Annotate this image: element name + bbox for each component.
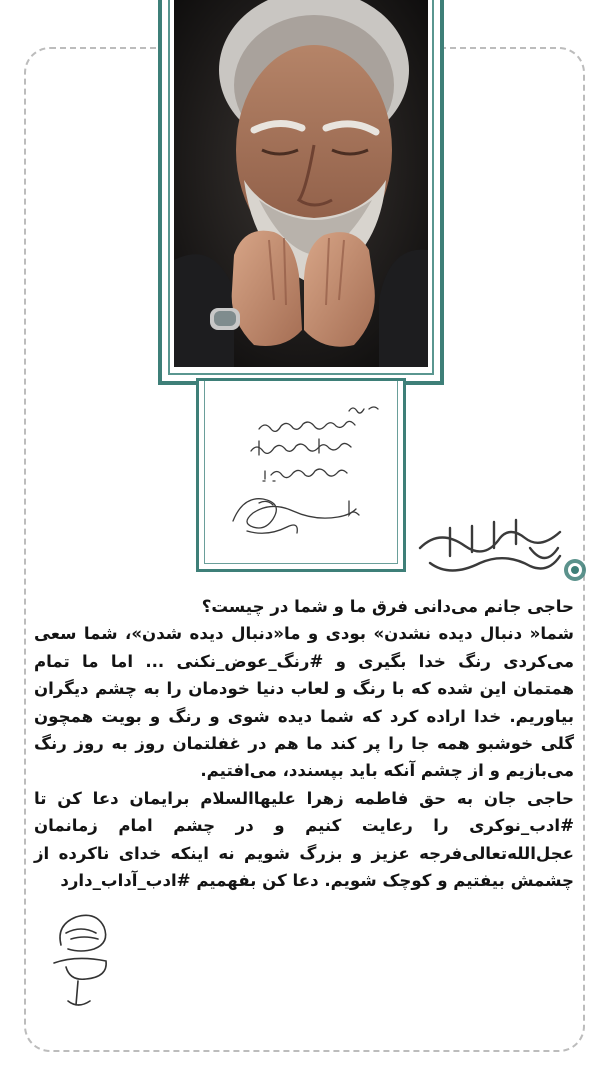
quote-text bbox=[34, 593, 574, 894]
portrait-photo bbox=[174, 0, 428, 367]
portrait-frame bbox=[158, 0, 444, 385]
quote-paragraph: حاجی جان به حق فاطمه زهرا علیها‌السلام برایمان دعا کن تا #ادب_نوکری را رعایت کنیم و در چشم امام زمانمان عجل‌الله‌تعالی‌فرجه عزیز و بزرگ شویم نه اینکه خدای ناکرده از چشمش بیفتیم و کوچک شویم. دعا کن بفهمیم #ادب_آداب_دارد bbox=[34, 788, 574, 891]
handwritten-note bbox=[199, 381, 403, 569]
basmala-calligraphy bbox=[410, 508, 590, 588]
quote-paragraph: شما« دنبال دیده نشدن» بودی و ما«دنبال دیده شدن»، شما سعی می‌کردی رنگ خدا بگیری و #رنگ_عوض_نکنی ... اما ما تمام همتمان این شده که با رنگ و لعاب دنیا خودمان را به چشم دیگران بیاوریم. خدا اراده کرد که شما دیده شوی و رنگ و بویت همچون گلی خوشبو همه جا را پر کند ما هم در غفلتمان روز به روز رنگ می‌بازیم و از چشم آنکه باید بپسندد، می‌افتیم. bbox=[34, 624, 574, 781]
handwritten-note-frame bbox=[196, 378, 406, 572]
quote-line: حاجی جانم می‌دانی فرق ما و شما در چیست؟ bbox=[201, 597, 574, 616]
signature-emblem bbox=[46, 905, 116, 1015]
